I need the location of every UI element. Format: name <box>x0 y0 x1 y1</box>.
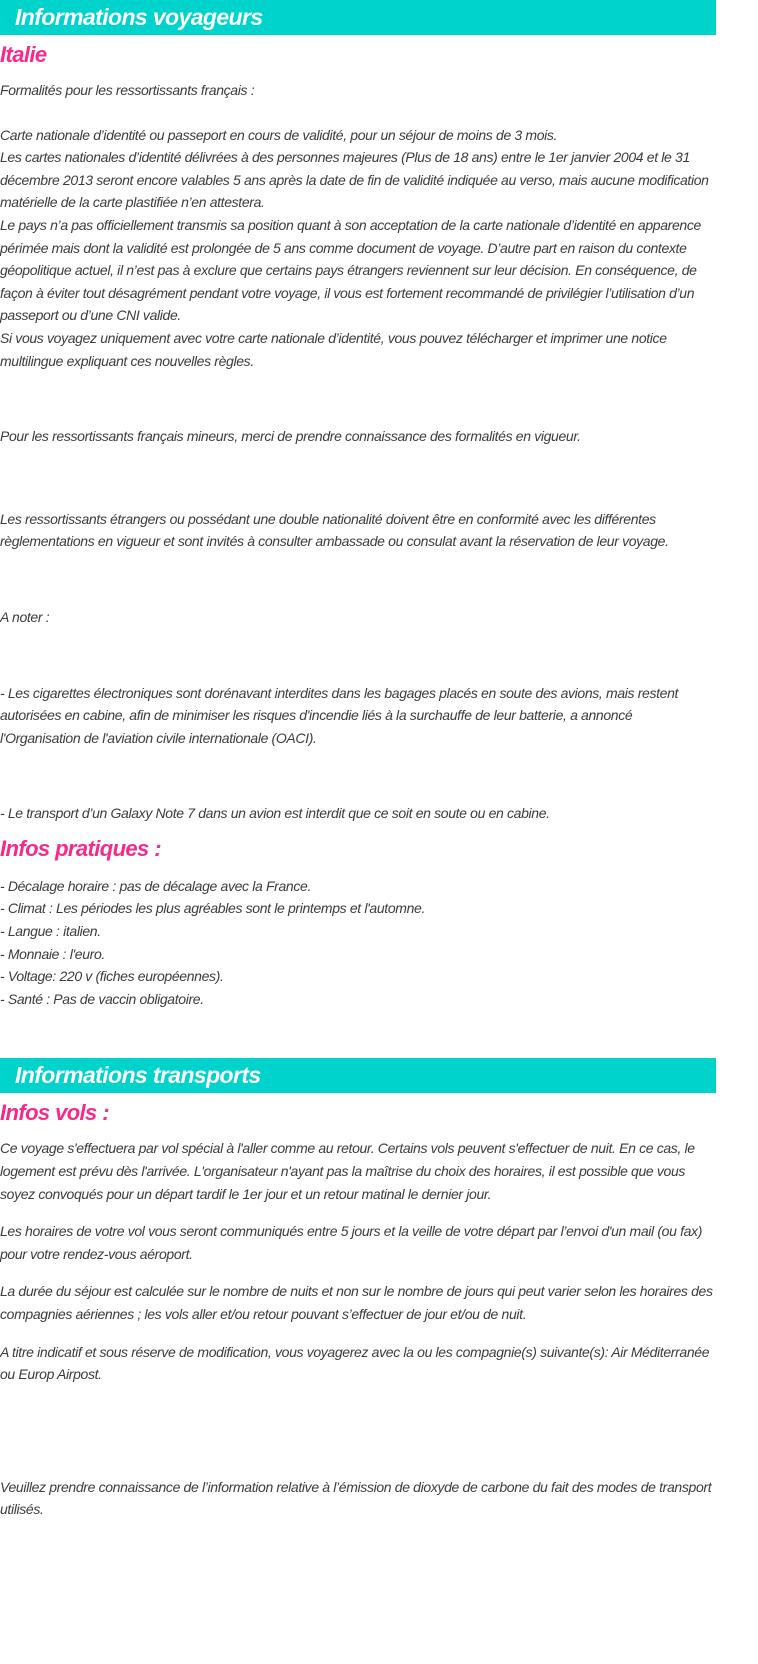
pratiques-item: - Climat : Les périodes les plus agréables sont le printemps et l'automne. <box>0 900 425 917</box>
a-noter-label: A noter : <box>0 608 50 625</box>
etrangers-text: Les ressortissants étrangers ou possédant une double nationalité doivent être en conformité avec les différentes règlementations en vigueur et sont invités à consulter ambassade ou consulat avant la réservation de leur voyage. <box>0 510 669 550</box>
pratiques-item: - Monnaie : l'euro. <box>0 945 105 962</box>
formalites-title: Formalités pour les ressortissants français : <box>0 82 255 98</box>
vols-paragraph: A titre indicatif et sous réserve de modification, vous voyagerez avec la ou les compagnie(s) suivante(s): Air Méditerranée ou Europ Airpost. <box>0 1343 710 1383</box>
vols-paragraph: La durée du séjour est calculée sur le nombre de nuits et non sur le nombre de jours qui peut varier selon les horaires des compagnies aériennes ; les vols aller et/ou retour pouvant s’effectuer de jour et/ou de nuit. <box>0 1283 713 1322</box>
formalites-block <box>0 124 716 373</box>
section-banner-transports: Informations transports <box>0 1058 716 1093</box>
vols-paragraph: Les horaires de votre vol vous seront communiqués entre 5 jours et la veille de votre départ par l’envoi d'un mail (ou fax) pour votre rendez-vous aéroport. <box>0 1223 703 1262</box>
galaxy-text: - Le transport d’un Galaxy Note 7 dans un avion est interdit que ce soit en soute ou en cabine. <box>0 805 550 822</box>
country-title: Italie <box>0 42 47 67</box>
pratiques-item: - Santé : Pas de vaccin obligatoire. <box>0 990 204 1007</box>
vols-paragraph: Ce voyage s'effectuera par vol spécial à l'aller comme au retour. Certains vols peuvent s'effectuer de nuit. En ce cas, le logement est prévu dès l'arrivée. L'organisateur n'ayant pas la maîtrise du choix des horaires, il est possible que vous soyez convoqués pour un départ tardif le 1er jour et un retour matinal le dernier jour. <box>0 1140 695 1202</box>
section-banner-voyageurs: Informations voyageurs <box>0 0 716 35</box>
co2-text: Veuillez prendre connaissance de l’information relative à l’émission de dioxyde de carbone du fait des modes de transport utilisés. <box>0 1478 712 1518</box>
formalites-line: Carte nationale d’identité ou passeport en cours de validité, pour un séjour de moins de 3 mois. <box>0 126 558 143</box>
pratiques-title: Infos pratiques : <box>0 835 161 861</box>
cigarettes-text: - Les cigarettes électroniques sont dorénavant interdites dans les bagages placés en soute des avions, mais restent autorisées en cabine, afin de minimiser les risques d'incendie liés à la surchauffe de leur batterie, a annoncé l'Organisation de l'aviation civile internationale (OACI). <box>0 684 679 746</box>
pratiques-item: - Langue : italien. <box>0 923 101 940</box>
formalites-line: Les cartes nationales d’identité délivrées à des personnes majeures (Plus de 18 ans) entre le 1er janvier 2004 et le 31 décembre 2013 seront encore valables 5 ans après la date de fin de validité indiquée au verso, mais aucune modification matérielle de la carte plastifiée n’en attestera. <box>0 149 709 211</box>
pratiques-item: - Voltage: 220 v (fiches européennes). <box>0 968 224 985</box>
pratiques-list <box>0 875 716 1011</box>
vols-title: Infos vols : <box>0 1100 109 1126</box>
mineurs-text: Pour les ressortissants français mineurs, merci de prendre connaissance des formalités en vigueur. <box>0 428 581 445</box>
formalites-line: Si vous voyagez uniquement avec votre carte nationale d’identité, vous pouvez télécharger et imprimer une notice multilingue expliquant ces nouvelles règles. <box>0 329 667 369</box>
formalites-line: Le pays n’a pas officiellement transmis sa position quant à son acceptation de la carte nationale d’identité en apparence périmée mais dont la validité est prolongée de 5 ans comme document de voyage. D’autre part en raison du contexte géopolitique actuel, il n’est pas à exclure que certains pays étrangers reviennent sur leur décision. En conséquence, de façon à éviter tout désagrément pendant votre voyage, il vous est fortement recommandé de privilégier l’utilisation d’un passeport ou d’une CNI valide. <box>0 216 701 324</box>
pratiques-item: - Décalage horaire : pas de décalage avec la France. <box>0 877 311 894</box>
